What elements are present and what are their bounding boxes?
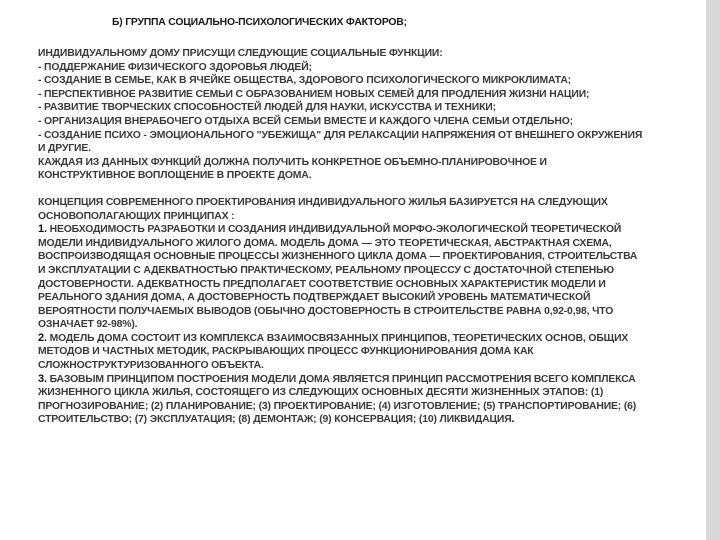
slide-heading: Б) ГРУППА СОЦИАЛЬНО-ПСИХОЛОГИЧЕСКИХ ФАКТОРОВ; <box>112 17 407 28</box>
function-item: - СОЗДАНИЕ ПСИХО - ЭМОЦИОНАЛЬНОГО "УБЕЖИЩА" ДЛЯ РЕЛАКСАЦИИ НАПРЯЖЕНИЯ ОТ ВНЕШНЕГО ОКРУЖЕНИЯ И ДРУГИЕ. <box>38 129 643 155</box>
function-item: - ОРГАНИЗАЦИЯ ВНЕРАБОЧЕГО ОТДЫХА ВСЕЙ СЕМЬИ ВМЕСТЕ И КАЖДОГО ЧЛЕНА СЕМЬИ ОТДЕЛЬНО; <box>38 115 573 127</box>
principle-end-mark: . <box>511 414 515 426</box>
paragraph-gap <box>38 183 646 196</box>
principle-number: 1. <box>38 223 47 236</box>
principle-text: БАЗОВЫМ ПРИНЦИПОМ ПОСТРОЕНИЯ МОДЕЛИ ДОМА ЯВЛЯЕТСЯ ПРИНЦИП РАССМОТРЕНИЯ ВСЕГО КОМПЛЕКСА ЖИЗНЕННОГО ЦИКЛА ЖИЛЬЯ, СОСТОЯЩЕГО ИЗ СЛЕДУЮЩИХ ОСНОВНЫХ ДЕСЯТИ ЖИЗНЕННЫХ ЭТАПОВ: (1) ПРОГНОЗИРОВАНИЕ; (2) ПЛАНИРОВАНИЕ; (3) ПРОЕКТИРОВАНИЕ; (4) ИЗГОТОВЛЕНИЕ; (5) ТРАНСПОРТИРОВАНИЕ; (6) СТРОИТЕЛЬСТВО; (7) ЭКСПЛУАТАЦИЯ; (8) ДЕМОНТАЖ; (9) КОНСЕРВАЦИЯ; (10) ЛИКВИДАЦИЯ <box>38 373 637 426</box>
function-item: - ПОДДЕРЖАНИЕ ФИЗИЧЕСКОГО ЗДОРОВЬЯ ЛЮДЕЙ; <box>38 61 312 73</box>
principle-number: 2. <box>38 331 47 344</box>
slide-body <box>38 47 646 427</box>
principle-number: 3. <box>38 372 47 385</box>
principle-item <box>38 223 646 332</box>
side-accent-bar <box>706 0 720 540</box>
principle-text: МОДЕЛЬ ДОМА СОСТОИТ ИЗ КОМПЛЕКСА ВЗАИМОСВЯЗАННЫХ ПРИНЦИПОВ, ТЕОРЕТИЧЕСКИХ ОСНОВ, ОБЩИХ МЕТОДОВ И ЧАСТНЫХ МЕТОДИК, РАСКРЫВАЮЩИХ ПРОЦЕСС ФУНКЦИОНИРОВАНИЯ ДОМА КАК СЛОЖНОСТРУКТУРИЗОВАННОГО ОБЪЕКТА. <box>38 332 629 372</box>
function-item: - СОЗДАНИЕ В СЕМЬЕ, КАК В ЯЧЕЙКЕ ОБЩЕСТВА, ЗДОРОВОГО ПСИХОЛОГИЧЕСКОГО МИКРОКЛИМАТА; <box>38 75 571 87</box>
principle-text: НЕОБХОДИМОСТЬ РАЗРАБОТКИ И СОЗДАНИЯ ИНДИВИДУАЛЬНОЙ МОРФО-ЭКОЛОГИЧЕСКОЙ ТЕОРЕТИЧЕСКОЙ МОДЕЛИ ИНДИВИДУАЛЬНОГО ЖИЛОГО ДОМА. МОДЕЛЬ ДОМА — ЭТО ТЕОРЕТИЧЕСКАЯ, АБСТРАКТНАЯ СХЕМА, ВОСПРОИЗВОДЯЩАЯ ОСНОВНЫЕ ПРОЦЕССЫ ЖИЗНЕННОГО ЦИКЛА ДОМА — ПРОЕКТИРОВАНИЯ, СТРОИТЕЛЬСТВА И ЭКСПЛУАТАЦИИ С АДЕКВАТНОСТЬЮ ПРАКТИЧЕСКОМУ, РЕАЛЬНОМУ ПРОЦЕССУ С ДОСТАТОЧНОЙ СТЕПЕНЬЮ ДОСТОВЕРНОСТИ. АДЕКВАТНОСТЬ ПРЕДПОЛАГАЕТ СООТВЕТСТВИЕ ОСНОВНЫХ ХАРАКТЕРИСТИК МОДЕЛИ И РЕАЛЬНОГО ЗДАНИЯ ДОМА, А ДОСТОВЕРНОСТЬ ПОДТВЕРЖДАЕТ ВЫСОКИЙ УРОВЕНЬ МАТЕМАТИЧЕСКОЙ ВЕРОЯТНОСТИ ПОЛУЧАЕМЫХ ВЫВОДОВ (ОБЫЧНО ДОСТОВЕРНОСТЬ В СТРОИТЕЛЬСТВЕ РАВНА 0,92-0,98, ЧТО ОЗНАЧАЕТ 92-98%). <box>38 224 638 331</box>
principle-item <box>38 332 646 373</box>
function-item: - ПЕРСПЕКТИВНОЕ РАЗВИТИЕ СЕМЬИ С ОБРАЗОВАНИЕМ НОВЫХ СЕМЕЙ ДЛЯ ПРОДЛЕНИЯ ЖИЗНИ НАЦИИ; <box>38 88 590 100</box>
functions-intro: ИНДИВИДУАЛЬНОМУ ДОМУ ПРИСУЩИ СЛЕДУЮЩИЕ СОЦИАЛЬНЫЕ ФУНКЦИИ: <box>38 48 443 59</box>
function-item: - РАЗВИТИЕ ТВОРЧЕСКИХ СПОСОБНОСТЕЙ ЛЮДЕЙ ДЛЯ НАУКИ, ИСКУССТВА И ТЕХНИКИ; <box>38 102 496 114</box>
principle-item <box>38 373 646 427</box>
functions-conclusion: КАЖДАЯ ИЗ ДАННЫХ ФУНКЦИЙ ДОЛЖНА ПОЛУЧИТЬ КОНКРЕТНОЕ ОБЪЕМНО-ПЛАНИРОВОЧНОЕ И КОНСТРУКТИВНОЕ ВОПЛОЩЕНИЕ В ПРОЕКТЕ ДОМА. <box>38 156 547 182</box>
concept-intro: КОНЦЕПЦИЯ СОВРЕМЕННОГО ПРОЕКТИРОВАНИЯ ИНДИВИДУАЛЬНОГО ЖИЛЬЯ БАЗИРУЕТСЯ НА СЛЕДУЮЩИХ ОСНОВОПОЛАГАЮЩИХ ПРИНЦИПАХ : <box>38 196 608 222</box>
